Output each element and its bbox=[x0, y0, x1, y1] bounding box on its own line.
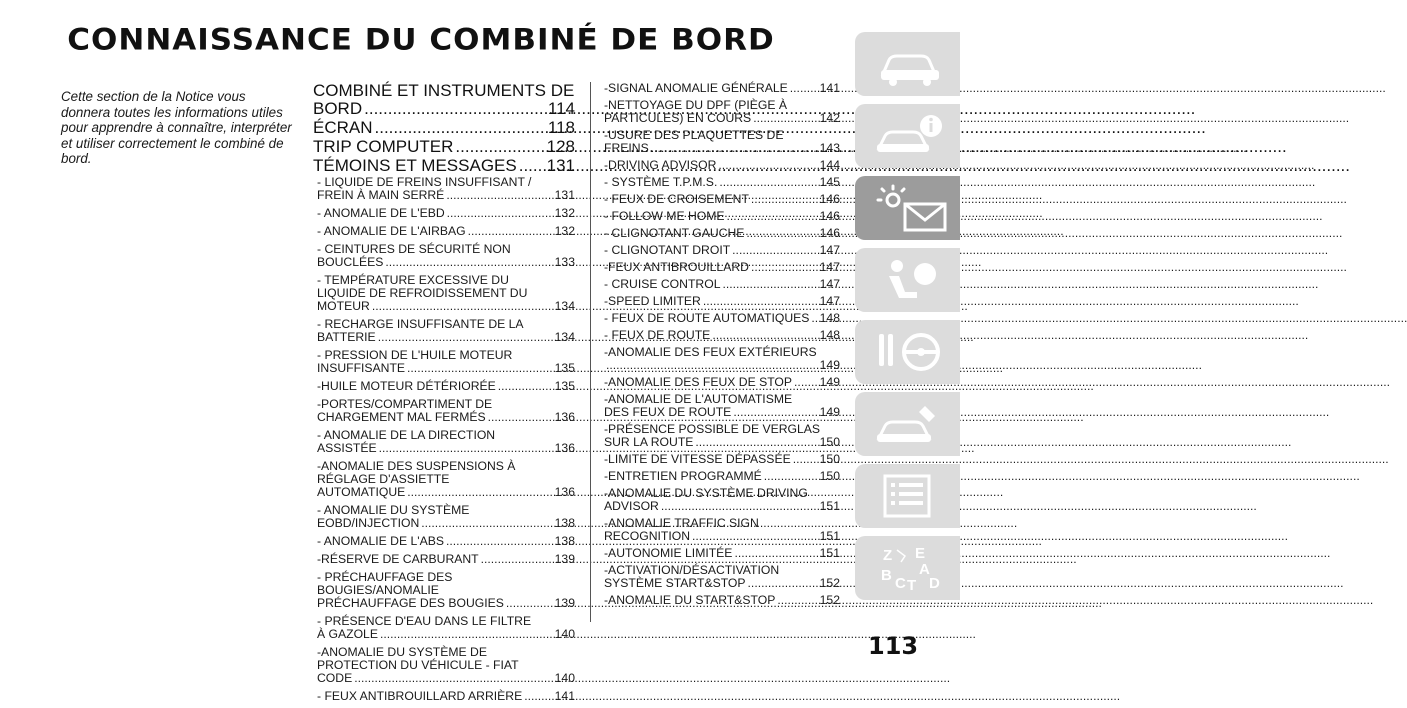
section-intro: Cette section de la Notice vous donnera toutes les informations utiles pour apprendre à connaître, interpréter et utiliser correctement le combiné de bord. bbox=[61, 89, 292, 166]
toc-entry-text: EOBD/INJECTION bbox=[317, 516, 420, 530]
dot-leader bbox=[794, 376, 818, 389]
dot-leader bbox=[407, 486, 552, 499]
toc-entry-text: -ANOMALIE DES FEUX DE STOP bbox=[604, 375, 793, 389]
toc-entry[interactable] bbox=[604, 193, 840, 206]
toc-entry[interactable] bbox=[604, 82, 840, 95]
toc-entry-text: - ANOMALIE DE LA DIRECTION bbox=[317, 428, 496, 442]
warning-light-message-icon bbox=[875, 184, 950, 234]
toc-entry-text: - RECHARGE INSUFFISANTE DE LA bbox=[317, 317, 524, 331]
toc-entry-text: PRÉCHAUFFAGE DES BOUGIES bbox=[317, 596, 504, 610]
toc-entry-text: -PRÉSENCE POSSIBLE DE VERGLAS bbox=[604, 422, 821, 436]
toc-entry[interactable] bbox=[604, 295, 840, 308]
dot-leader bbox=[498, 380, 553, 393]
toc-entry-text: -FEUX ANTIBROUILLARD bbox=[604, 260, 749, 274]
toc-entry[interactable] bbox=[604, 261, 840, 274]
toc-page-number: 148 bbox=[819, 311, 840, 325]
toc-entry-text: À GAZOLE bbox=[317, 627, 378, 641]
toc-entry[interactable] bbox=[313, 429, 575, 455]
toc-entry[interactable] bbox=[604, 346, 840, 372]
toc-entry[interactable] bbox=[604, 176, 840, 189]
dot-leader bbox=[793, 453, 818, 466]
chapter-tab-dashboard[interactable] bbox=[855, 176, 960, 240]
toc-page-number: 146 bbox=[819, 192, 840, 206]
toc-entry[interactable] bbox=[313, 398, 575, 424]
column-divider bbox=[590, 82, 591, 622]
toc-entry-text: TÉMOINS ET MESSAGES bbox=[313, 156, 517, 175]
toc-entry-text: BORD bbox=[313, 99, 363, 118]
dot-leader bbox=[751, 193, 818, 206]
toc-entry-text: -SIGNAL ANOMALIE GÉNÉRALE bbox=[604, 81, 788, 95]
dot-leader bbox=[811, 312, 817, 325]
dot-leader bbox=[385, 256, 552, 269]
dot-leader bbox=[753, 112, 817, 125]
dot-leader bbox=[790, 82, 818, 95]
dot-leader bbox=[712, 329, 817, 342]
toc-column-left bbox=[313, 82, 575, 708]
toc-entry[interactable] bbox=[604, 547, 840, 560]
toc-page-number: 147 bbox=[819, 260, 840, 274]
toc-entry-text: -ACTIVATION/DÉSACTIVATION bbox=[604, 563, 780, 577]
dot-leader bbox=[606, 359, 818, 372]
toc-entry-text: - SYSTÈME T.P.M.S. bbox=[604, 175, 718, 189]
toc-entry[interactable] bbox=[604, 129, 840, 155]
index-letter: A bbox=[919, 561, 930, 578]
toc-entry[interactable] bbox=[604, 453, 840, 466]
toc-page-number: 151 bbox=[819, 529, 840, 543]
toc-entry-text: DES FEUX DE ROUTE bbox=[604, 405, 732, 419]
toc-entry[interactable] bbox=[604, 329, 840, 342]
toc-entry[interactable] bbox=[313, 225, 575, 238]
toc-entry[interactable] bbox=[604, 487, 840, 513]
dot-leader bbox=[447, 207, 553, 220]
index-letter: B bbox=[881, 567, 892, 584]
dot-leader bbox=[692, 530, 818, 543]
toc-entry-text: - TEMPÉRATURE EXCESSIVE DU bbox=[317, 273, 509, 287]
toc-entry[interactable] bbox=[604, 244, 840, 257]
toc-entry-text: ADVISOR bbox=[604, 499, 659, 513]
toc-entry-text: -USURE DES PLAQUETTES DE bbox=[604, 128, 784, 142]
dot-leader bbox=[407, 362, 553, 375]
toc-entry-text: FREIN À MAIN SERRÉ bbox=[317, 188, 445, 202]
toc-page-number: 150 bbox=[819, 469, 840, 483]
toc-entry-text: - ANOMALIE DE L'ABS bbox=[317, 534, 444, 548]
toc-entry-text: - LIQUIDE DE FREINS INSUFFISANT / bbox=[317, 175, 532, 189]
dot-leader bbox=[695, 436, 817, 449]
toc-entry-text: -RÉSERVE DE CARBURANT bbox=[317, 552, 479, 566]
toc-page-number: 141 bbox=[554, 689, 575, 703]
dot-leader bbox=[718, 159, 817, 172]
toc-entry-text: -AUTONOMIE LIMITÉE bbox=[604, 546, 733, 560]
index-letter: Z bbox=[883, 547, 893, 564]
toc-page-number: 146 bbox=[819, 226, 840, 240]
toc-entry[interactable] bbox=[604, 564, 840, 590]
toc-entry-text: - FEUX DE ROUTE AUTOMATIQUES bbox=[604, 311, 810, 325]
airbag-seat-icon bbox=[875, 256, 945, 304]
toc-entry-text: - FEUX DE ROUTE bbox=[604, 328, 711, 342]
toc-page-number: 151 bbox=[819, 546, 840, 560]
toc-page-number: 131 bbox=[554, 188, 575, 202]
steering-wheel-tools-icon bbox=[875, 328, 945, 376]
dot-leader bbox=[468, 225, 553, 238]
toc-entry-text: - FEUX ANTIBROUILLARD ARRIÈRE bbox=[317, 689, 523, 703]
dot-leader bbox=[519, 157, 545, 175]
dot-leader bbox=[727, 210, 818, 223]
dot-leader bbox=[364, 100, 546, 118]
toc-entry-text: CHARGEMENT MAL FERMÉS bbox=[317, 410, 486, 424]
toc-entry[interactable] bbox=[604, 210, 840, 223]
dot-leader bbox=[455, 138, 544, 156]
toc-page-number: 145 bbox=[819, 175, 840, 189]
toc-page-number: 135 bbox=[554, 361, 575, 375]
toc-entry[interactable] bbox=[313, 274, 575, 313]
toc-entry-text: LIQUIDE DE REFROIDISSEMENT DU bbox=[317, 286, 528, 300]
toc-page-number: 147 bbox=[819, 294, 840, 308]
toc-entry[interactable] bbox=[313, 690, 575, 703]
toc-page-number: 139 bbox=[554, 552, 575, 566]
dot-leader bbox=[661, 500, 818, 513]
toc-page-number: 143 bbox=[819, 141, 840, 155]
dot-leader bbox=[777, 594, 817, 607]
dot-leader bbox=[751, 261, 818, 274]
toc-entry-text: -PORTES/COMPARTIMENT DE bbox=[317, 397, 493, 411]
toc-entry-text: -ANOMALIE TRAFFIC SIGN bbox=[604, 516, 759, 530]
toc-entry[interactable] bbox=[604, 312, 840, 325]
dot-leader bbox=[719, 176, 817, 189]
dot-leader bbox=[378, 331, 553, 344]
toc-page-number: 140 bbox=[554, 627, 575, 641]
toc-entry-text: - CEINTURES DE SÉCURITÉ NON bbox=[317, 242, 511, 256]
dot-leader bbox=[764, 470, 818, 483]
car-service-icon bbox=[875, 400, 945, 448]
alphabetical-index-icon bbox=[875, 544, 945, 592]
toc-page-number: 144 bbox=[819, 158, 840, 172]
toc-entry-text: TRIP COMPUTER bbox=[313, 137, 454, 156]
car-info-icon bbox=[875, 112, 945, 160]
toc-entry-text: - PRESSION DE L'HUILE MOTEUR bbox=[317, 348, 513, 362]
toc-page-number: 132 bbox=[554, 224, 575, 238]
toc-section[interactable] bbox=[313, 138, 575, 156]
toc-page-number: 131 bbox=[546, 156, 575, 175]
toc-column-right bbox=[604, 82, 840, 611]
chapter-tab-technical-data[interactable] bbox=[855, 464, 960, 528]
dot-leader bbox=[732, 244, 817, 257]
toc-entry-text: RECOGNITION bbox=[604, 529, 690, 543]
toc-entry-text: - ANOMALIE DE L'EBD bbox=[317, 206, 445, 220]
toc-entry[interactable] bbox=[313, 207, 575, 220]
toc-entry[interactable] bbox=[604, 393, 840, 419]
chapter-tab-starting-driving[interactable] bbox=[855, 320, 960, 384]
toc-entry-text: -NETTOYAGE DU DPF (PIÈGE À bbox=[604, 98, 788, 112]
toc-entry[interactable] bbox=[313, 380, 575, 393]
chapter-tab-safety[interactable] bbox=[855, 248, 960, 312]
toc-page-number: 139 bbox=[554, 596, 575, 610]
toc-page-number: 136 bbox=[554, 441, 575, 455]
chapter-tabs bbox=[855, 32, 960, 608]
index-letter: E bbox=[915, 545, 926, 562]
toc-page-number: 136 bbox=[554, 485, 575, 499]
dot-leader bbox=[734, 547, 817, 560]
toc-page-number: 151 bbox=[819, 499, 840, 513]
toc-entry-text: - ANOMALIE DE L'AIRBAG bbox=[317, 224, 466, 238]
toc-entry-text: - PRÉSENCE D'EAU DANS LE FILTRE bbox=[317, 614, 532, 628]
toc-entry-text: - CRUISE CONTROL bbox=[604, 277, 721, 291]
toc-page-number: 147 bbox=[819, 277, 840, 291]
toc-entry-text: -ANOMALIE DU SYSTÈME DE bbox=[317, 645, 487, 659]
toc-entry[interactable] bbox=[604, 159, 840, 172]
toc-page-number: 149 bbox=[819, 375, 840, 389]
toc-entry[interactable] bbox=[604, 227, 840, 240]
toc-entry-text: PROTECTION DU VÉHICULE - FIAT bbox=[317, 658, 519, 672]
chapter-tab-vehicle[interactable] bbox=[855, 32, 960, 96]
dot-leader bbox=[375, 119, 546, 137]
toc-page-number: 114 bbox=[547, 99, 575, 118]
dot-leader bbox=[372, 300, 553, 313]
dot-leader bbox=[446, 535, 553, 548]
toc-page-number: 128 bbox=[546, 137, 575, 156]
toc-entry[interactable] bbox=[604, 517, 840, 543]
toc-page-number: 134 bbox=[554, 330, 575, 344]
toc-page-number: 146 bbox=[819, 209, 840, 223]
page-title: CONNAISSANCE DU COMBINÉ DE BORD bbox=[67, 22, 775, 58]
dot-leader bbox=[488, 411, 553, 424]
dot-leader bbox=[421, 517, 552, 530]
toc-entry[interactable] bbox=[313, 176, 575, 202]
toc-entry[interactable] bbox=[604, 278, 840, 291]
dot-leader bbox=[446, 189, 552, 202]
toc-entry-text: BOUGIES/ANOMALIE bbox=[317, 583, 439, 597]
toc-entry-text: - CLIGNOTANT GAUCHE bbox=[604, 226, 745, 240]
toc-entry[interactable] bbox=[313, 615, 575, 641]
dot-leader bbox=[748, 577, 818, 590]
dot-leader bbox=[506, 597, 553, 610]
toc-entry[interactable] bbox=[313, 318, 575, 344]
toc-entry[interactable] bbox=[604, 99, 840, 125]
toc-entry[interactable] bbox=[604, 423, 840, 449]
toc-entry-text: -ENTRETIEN PROGRAMMÉ bbox=[604, 469, 762, 483]
toc-entry[interactable] bbox=[604, 470, 840, 483]
toc-page-number: 134 bbox=[554, 299, 575, 313]
toc-entry[interactable] bbox=[313, 349, 575, 375]
toc-page-number: 138 bbox=[554, 534, 575, 548]
toc-page-number: 152 bbox=[819, 593, 840, 607]
toc-entry-text: INSUFFISANTE bbox=[317, 361, 406, 375]
toc-entry[interactable] bbox=[313, 504, 575, 530]
toc-page-number: 133 bbox=[554, 255, 575, 269]
toc-entry-text: - CLIGNOTANT DROIT bbox=[604, 243, 731, 257]
toc-entry-text: PARTICULES) EN COURS bbox=[604, 111, 752, 125]
toc-page-number: 132 bbox=[554, 206, 575, 220]
toc-page-number: 136 bbox=[554, 410, 575, 424]
toc-page-number: 142 bbox=[819, 111, 840, 125]
toc-entry-text: -ANOMALIE DES SUSPENSIONS À bbox=[317, 459, 516, 473]
car-icon bbox=[875, 40, 945, 88]
toc-page-number: 135 bbox=[554, 379, 575, 393]
toc-entry[interactable] bbox=[313, 571, 575, 610]
toc-entry-text: SYSTÈME START&STOP bbox=[604, 576, 746, 590]
chapter-tab-maintenance[interactable] bbox=[855, 392, 960, 456]
toc-entry-text: FREINS bbox=[604, 141, 649, 155]
toc-page-number: 149 bbox=[819, 358, 840, 372]
toc-entry-text: RÉGLAGE D'ASSIETTE bbox=[317, 472, 450, 486]
toc-section[interactable] bbox=[313, 119, 575, 137]
toc-entry-text: -ANOMALIE DE L'AUTOMATISME bbox=[604, 392, 793, 406]
dot-leader bbox=[651, 142, 818, 155]
toc-page-number: 150 bbox=[819, 452, 840, 466]
toc-entry[interactable] bbox=[313, 535, 575, 548]
toc-page-number: 141 bbox=[819, 81, 840, 95]
toc-section[interactable] bbox=[313, 82, 575, 118]
dot-leader bbox=[354, 672, 552, 685]
dot-leader bbox=[703, 295, 818, 308]
chapter-tab-vehicle-info[interactable] bbox=[855, 104, 960, 168]
toc-entry-text: BOUCLÉES bbox=[317, 255, 384, 269]
toc-entry-text: ÉCRAN bbox=[313, 118, 373, 137]
toc-page-number: 138 bbox=[554, 516, 575, 530]
index-letter: C bbox=[895, 575, 906, 592]
dot-leader bbox=[524, 690, 552, 703]
toc-entry[interactable] bbox=[313, 646, 575, 685]
toc-entry-text: MOTEUR bbox=[317, 299, 370, 313]
chapter-tab-index[interactable] bbox=[855, 536, 960, 600]
toc-entry-text: SUR LA ROUTE bbox=[604, 435, 694, 449]
toc-entry-text: CODE bbox=[317, 671, 353, 685]
dot-leader bbox=[380, 628, 553, 641]
page-number: 113 bbox=[868, 632, 919, 660]
dot-leader bbox=[481, 553, 553, 566]
toc-entry-text: -SPEED LIMITER bbox=[604, 294, 701, 308]
toc-entry[interactable] bbox=[313, 243, 575, 269]
spec-sheet-icon bbox=[875, 472, 945, 520]
toc-page-number: 149 bbox=[819, 405, 840, 419]
toc-entry-text: - PRÉCHAUFFAGE DES bbox=[317, 570, 453, 584]
toc-page-number: 148 bbox=[819, 328, 840, 342]
dot-leader bbox=[733, 406, 817, 419]
toc-entry-text: -LIMITE DE VITESSE DÉPASSÉE bbox=[604, 452, 791, 466]
index-letter: D bbox=[929, 575, 940, 592]
dot-leader bbox=[746, 227, 817, 240]
dot-leader bbox=[379, 442, 553, 455]
toc-page-number: 118 bbox=[547, 118, 575, 137]
index-letter: T bbox=[907, 577, 917, 594]
toc-entry[interactable] bbox=[313, 553, 575, 566]
toc-entry-text: - FEUX DE CROISEMENT bbox=[604, 192, 749, 206]
toc-entry-text: - ANOMALIE DU SYSTÈME bbox=[317, 503, 470, 517]
toc-entry-text: -ANOMALIE DU START&STOP bbox=[604, 593, 776, 607]
toc-entry[interactable] bbox=[604, 376, 840, 389]
toc-entry-text: AUTOMATIQUE bbox=[317, 485, 406, 499]
toc-entry-text: -DRIVING ADVISOR bbox=[604, 158, 717, 172]
toc-page-number: 140 bbox=[554, 671, 575, 685]
toc-entry-text: BATTERIE bbox=[317, 330, 376, 344]
toc-entry-text: ASSISTÉE bbox=[317, 441, 377, 455]
dot-leader bbox=[722, 278, 817, 291]
toc-section[interactable] bbox=[313, 157, 575, 175]
toc-page-number: 147 bbox=[819, 243, 840, 257]
toc-page-number: 150 bbox=[819, 435, 840, 449]
toc-entry[interactable] bbox=[313, 460, 575, 499]
toc-entry-text: -ANOMALIE DU SYSTÈME DRIVING bbox=[604, 486, 808, 500]
toc-entry-text: -HUILE MOTEUR DÉTÉRIORÉE bbox=[317, 379, 496, 393]
toc-entry-text: COMBINÉ ET INSTRUMENTS DE bbox=[313, 81, 575, 100]
toc-entry-text: - FOLLOW ME HOME bbox=[604, 209, 725, 223]
toc-entry-text: -ANOMALIE DES FEUX EXTÉRIEURS bbox=[604, 345, 817, 359]
toc-entry[interactable] bbox=[604, 594, 840, 607]
toc-page-number: 152 bbox=[819, 576, 840, 590]
